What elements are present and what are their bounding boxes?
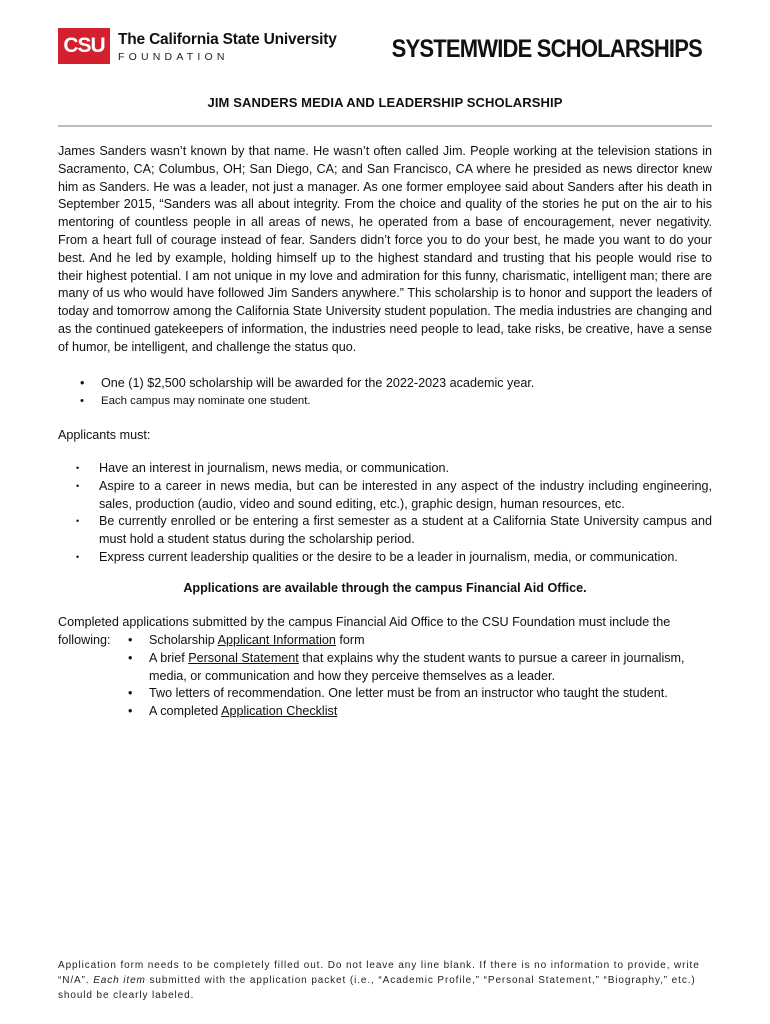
list-item: • Aspire to a career in news media, but can be interested in any aspect of the industry including engineering, sales, production (audio, video and sound editing, etc.), graphic design, human resources, etc. <box>76 478 712 514</box>
footer-note: Application form needs to be completely filled out. Do not leave any line blank. If there is no information to provide, write “N/A”. Each item submitted with the application packet (i.e., “Academic Profile,” “Personal Statement,” “Biography,” etc.) should be clearly labeled. <box>58 960 700 1001</box>
program-heading: SYSTEMWIDE SCHOLARSHIPS <box>391 34 702 63</box>
award-point: • Each campus may nominate one student. <box>80 392 720 410</box>
personal-statement-link[interactable]: Personal Statement <box>188 650 299 665</box>
requirements-intro: Completed applications submitted by the campus Financial Aid Office to the CSU Foundation must include the following: <box>58 615 671 647</box>
logo-university-name: The California State University <box>118 31 337 48</box>
list-item: • Two letters of recommendation. One letter must be from an instructor who taught the student. <box>128 685 714 703</box>
application-checklist-link[interactable]: Application Checklist <box>221 704 338 719</box>
logo-foundation-label: FOUNDATION <box>118 51 229 63</box>
intro-paragraph: James Sanders wasn’t known by that name. He wasn’t often called Jim. People working at the television stations in Sacramento, CA; Columbus, OH; San Diego, CA; and San Francisco, CA where he presided as news director knew him as Sanders. He was a leader, not just a manager. As one former employee said about Sanders after his death in September 2015, “Sanders was all about integrity. From the choice and quality of the stories he put on the air to his mentoring of countless people in all areas of news, he operated from a base of encouragement, never negativity. From a heart full of courage instead of fear. Sanders didn’t force you to do your best, he made you want to do your best. And he led by example, holding himself up to the highest standard and trusting that his people would rise to their highest potential. I am not unique in my love and admiration for this funny, charismatic, intelligent man; there are many of us who would have followed Jim Sanders anywhere.” This scholarship is to honor and support the leaders of today and tomorrow among the California State University student population. The media industries are changing and as the continued gatekeepers of information, the industries need people to lead, take risks, be creative, have a sense of humor, be intelligent, and challenge the status quo. <box>58 144 712 354</box>
list-item: • Be currently enrolled or be entering a first semester as a student at a California State University campus and must hold a student status during the scholarship period. <box>76 513 712 549</box>
award-list <box>80 374 720 410</box>
list-item: • Have an interest in journalism, news media, or communication. <box>76 460 712 478</box>
list-item: • Express current leadership qualities or the desire to be a leader in journalism, media, or communication. <box>76 549 712 567</box>
list-item: • A brief Personal Statement that explains why the student wants to pursue a career in journalism, media, or communication and how they perceive themselves as a leader. <box>128 650 714 686</box>
award-point: • One (1) $2,500 scholarship will be awarded for the 2022-2023 academic year. <box>80 374 720 392</box>
document-title: JIM SANDERS MEDIA AND LEADERSHIP SCHOLARSHIP <box>207 95 563 110</box>
list-item: • Scholarship Applicant Information form <box>128 632 714 650</box>
title-divider <box>58 125 712 127</box>
applicant-requirements-list <box>76 460 712 567</box>
logo-text <box>118 28 337 63</box>
applicant-information-link[interactable]: Applicant Information <box>217 633 336 647</box>
availability-note: Applications are available through the campus Financial Aid Office. <box>183 581 587 595</box>
application-contents-list <box>128 632 714 721</box>
applicants-heading: Applicants must: <box>58 428 151 442</box>
csu-foundation-logo <box>58 28 337 64</box>
list-item: • A completed Application Checklist <box>128 703 714 721</box>
csu-logo-mark: CSU <box>58 28 110 64</box>
